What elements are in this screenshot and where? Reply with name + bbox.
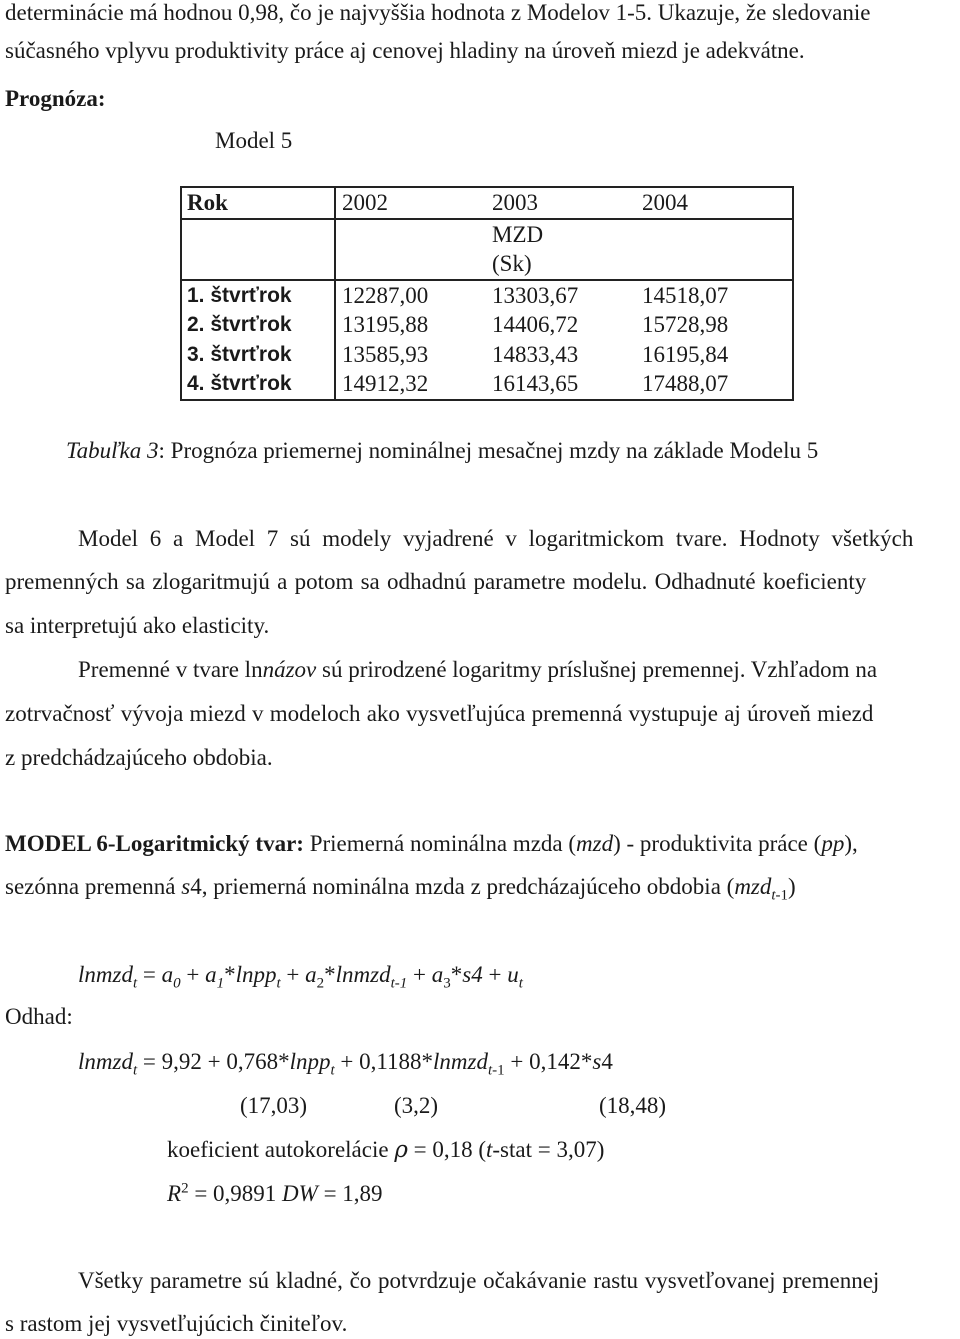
- header-cell-2004: 2004: [642, 187, 793, 219]
- model6-line-2: sezónna premenná s4, priemerná nominálna mzda z predcházajúceho obdobia (mzd$_{t-1}$): [5, 874, 796, 904]
- para1-line-2: premenných sa zlogaritmujú a potom sa odhadnú parametre modelu. Odhadnuté koeficienty: [5, 569, 867, 594]
- forecast-table: [180, 186, 794, 401]
- estimated-equation: lnmzd$_t$ = 9,92 + 0,768*lnpp$_t$ + 0,1188*lnmzd$_{t-1}$ + 0,142*s4: [78, 1049, 613, 1079]
- tstat-3: (18,48): [599, 1093, 667, 1118]
- table-unit-row: [181, 219, 793, 280]
- unit-sk: (Sk): [492, 251, 532, 276]
- rho-symbol: ρ: [394, 1137, 408, 1163]
- para2-line-2: zotrvačnosť vývoja miezd v modeloch ako vysvetľujúca premenná vystupuje aj úroveň miezd: [5, 701, 874, 726]
- model-label: Model 5: [215, 128, 293, 153]
- para2-line-1: Premenné v tvare lnnázov sú prirodzené logaritmy príslušnej premennej. Vzhľadom na: [78, 657, 878, 682]
- para2-line-3: z predchádzajúceho obdobia.: [5, 745, 273, 770]
- para1-line-1: Model 6 a Model 7 sú modely vyjadrené v logaritmickom tvare. Hodnoty všetkých: [78, 526, 914, 551]
- caption-label: Tabuľka 3: [66, 438, 159, 463]
- tstat-1: (17,03): [240, 1093, 308, 1118]
- intro-line-1: determinácie má hodnou 0,98, čo je najvyššia hodnota z Modelov 1-5. Ukazuje, že sledovanie: [5, 0, 871, 25]
- table-row: 2. štvrťrok 13195,88 14406,72 15728,98: [181, 310, 793, 340]
- table-row: 1. štvrťrok 12287,00 13303,67 14518,07: [181, 280, 793, 311]
- unit-mzd: MZD: [492, 222, 544, 247]
- general-equation: lnmzd$_t$ = $a_0$ + $a_1*lnpp_t$ + $a_2*lnmzd_{t-1} + a_3*s4 + u_t$: [78, 962, 523, 992]
- table-caption: [66, 438, 818, 464]
- table-row: 3. štvrťrok 13585,93 14833,43 16195,84: [181, 340, 793, 370]
- para1-line-3: sa interpretujú ako elasticity.: [5, 613, 270, 638]
- model6-title: MODEL 6-Logaritmický tvar:: [5, 831, 304, 856]
- conclusion-line-2: s rastom jej vysvetľujúcich činiteľov.: [5, 1311, 348, 1336]
- model6-line-1: MODEL 6-Logaritmický tvar: Priemerná nominálna mzda (mzd) - produktivita práce (pp),: [5, 831, 858, 856]
- tstat-2: (3,2): [394, 1093, 439, 1118]
- caption-text: : Prognóza priemernej nominálnej mesačnej mzdy na základe Modelu 5: [158, 438, 819, 463]
- table-header-row: [181, 187, 793, 219]
- table-row: 4. štvrťrok 14912,32 16143,65 17488,07: [181, 369, 793, 400]
- conclusion-line-1: Všetky parametre sú kladné, čo potvrdzuje očakávanie rastu vysvetľovanej premennej: [78, 1268, 880, 1293]
- header-cell-2003: 2003: [492, 187, 642, 219]
- intro-line-2: súčasného vplyvu produktivity práce aj cenovej hladiny na úroveň miezd je adekvátne.: [5, 38, 805, 63]
- odhad-label: Odhad:: [5, 1004, 73, 1029]
- prognoza-heading: Prognóza:: [5, 86, 106, 111]
- fit-statistics-line: $R^2 = 0,9891$ DW = 1,89: [167, 1180, 383, 1206]
- header-cell-2002: 2002: [335, 187, 492, 219]
- variable-name-placeholder: názov: [262, 657, 317, 682]
- header-cell-rok: Rok: [181, 187, 335, 219]
- autocorrelation-line: koeficient autokorelácie ρ = 0,18 (t-stat = 3,07): [167, 1137, 605, 1163]
